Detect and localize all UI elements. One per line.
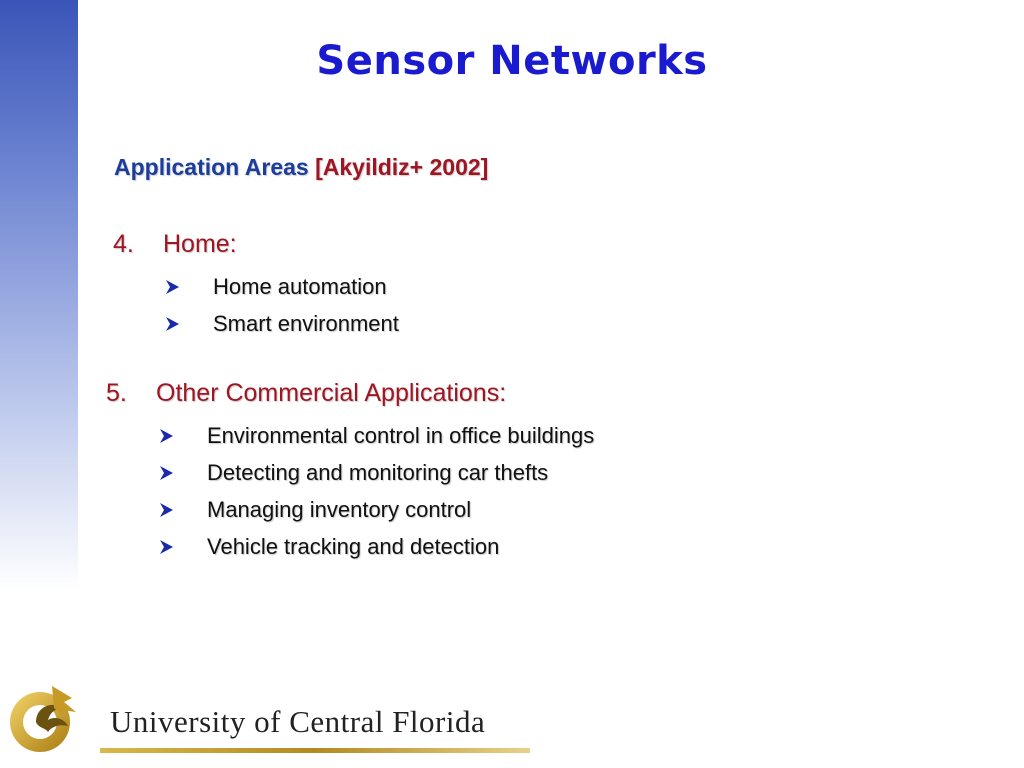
section-number: 4. [113, 230, 134, 258]
footer [0, 678, 1024, 768]
section-home [113, 230, 399, 342]
subtitle-citation: [Akyildiz+ 2002] [315, 154, 489, 180]
slide-title: Sensor Networks [316, 38, 708, 84]
section-number: 5. [106, 379, 127, 407]
arrow-bullet-icon [157, 538, 175, 556]
list-item [157, 491, 594, 528]
bullet-list [157, 417, 594, 565]
arrow-bullet-icon [157, 427, 175, 445]
list-item [163, 305, 399, 342]
bullet-list [163, 268, 399, 342]
gold-underline [100, 748, 530, 753]
arrow-bullet-icon [157, 464, 175, 482]
section-title: Home: [163, 230, 237, 258]
list-item [157, 454, 594, 491]
section-heading [113, 230, 399, 266]
slide-subtitle [114, 154, 488, 181]
list-item-text: Vehicle tracking and detection [207, 533, 500, 559]
section-commercial [106, 379, 594, 565]
list-item-text: Smart environment [213, 310, 399, 336]
arrow-bullet-icon [163, 315, 181, 333]
section-heading [106, 379, 594, 415]
university-name: University of Central Florida [110, 704, 486, 739]
list-item [163, 268, 399, 305]
list-item-text: Detecting and monitoring car thefts [207, 459, 549, 485]
list-item-text: Environmental control in office buildings [207, 422, 595, 448]
list-item [157, 417, 594, 454]
list-item-text: Managing inventory control [207, 496, 472, 522]
subtitle-text: Application Areas [114, 154, 309, 180]
section-title: Other Commercial Applications: [156, 379, 507, 407]
ucf-pegasus-logo-icon [6, 678, 82, 760]
left-gradient-bar [0, 0, 78, 590]
arrow-bullet-icon [157, 501, 175, 519]
list-item-text: Home automation [213, 273, 387, 299]
arrow-bullet-icon [163, 278, 181, 296]
list-item [157, 528, 594, 565]
